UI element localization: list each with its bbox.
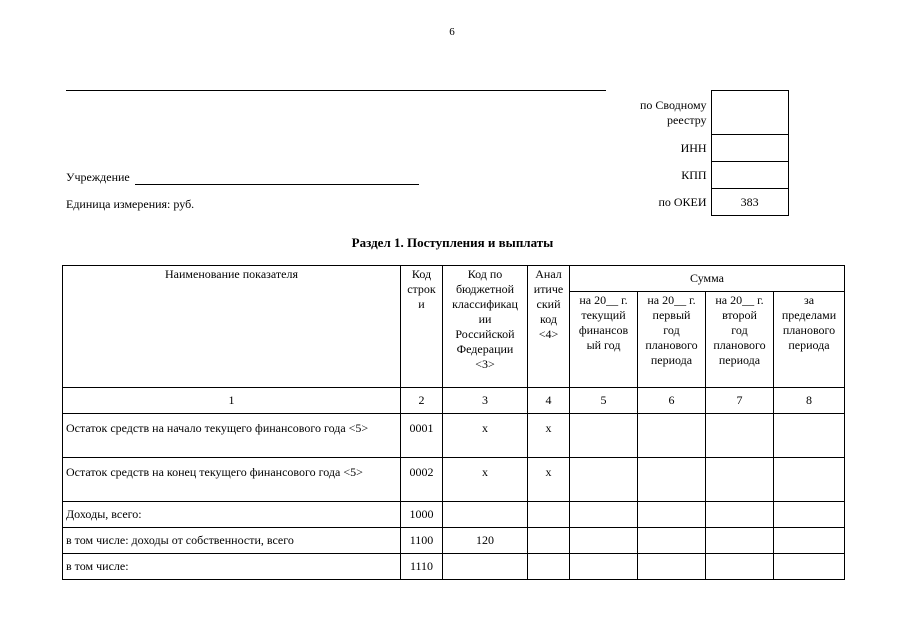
- row-budget-code: 120: [443, 528, 528, 554]
- column-number: 7: [706, 388, 774, 414]
- header-sum-second-plan-year: на 20__ г. второй год планового периода: [706, 292, 774, 388]
- receipts-payments-table: [62, 265, 845, 580]
- institution-field: [66, 170, 419, 185]
- row-code: 1110: [401, 554, 443, 580]
- row-budget-code: x: [443, 414, 528, 458]
- row-sum-cell: [638, 502, 706, 528]
- table-row: [63, 554, 845, 580]
- row-sum-cell: [774, 458, 845, 502]
- organization-name-line: [66, 90, 606, 91]
- header-name: Наименование показателя: [63, 266, 401, 388]
- unit-of-measure: Единица измерения: руб.: [66, 197, 195, 211]
- row-sum-cell: [570, 458, 638, 502]
- row-code: 1000: [401, 502, 443, 528]
- institution-label: Учреждение: [66, 170, 130, 184]
- row-sum-cell: [570, 528, 638, 554]
- row-analytic-code: x: [528, 458, 570, 502]
- row-budget-code: x: [443, 458, 528, 502]
- header-sum-first-plan-year: на 20__ г. первый год планового периода: [638, 292, 706, 388]
- row-budget-code: [443, 502, 528, 528]
- institution-blank-line: [135, 172, 419, 185]
- column-number: 2: [401, 388, 443, 414]
- table-row: [63, 528, 845, 554]
- registry-code-box: [711, 91, 788, 135]
- row-sum-cell: [774, 528, 845, 554]
- column-number: 6: [638, 388, 706, 414]
- column-number: 3: [443, 388, 528, 414]
- row-name: Остаток средств на начало текущего финансового года <5>: [63, 414, 401, 458]
- row-name: Остаток средств на конец текущего финансового года <5>: [63, 458, 401, 502]
- row-sum-cell: [570, 414, 638, 458]
- inn-box: [711, 135, 788, 162]
- codes-block: [640, 90, 789, 216]
- row-budget-code: [443, 554, 528, 580]
- row-code: 0001: [401, 414, 443, 458]
- column-number: 4: [528, 388, 570, 414]
- page-number: 6: [449, 26, 455, 38]
- row-sum-cell: [774, 414, 845, 458]
- row-analytic-code: [528, 502, 570, 528]
- okei-label: по ОКЕИ: [658, 194, 707, 209]
- row-sum-cell: [570, 502, 638, 528]
- row-sum-cell: [706, 528, 774, 554]
- row-sum-cell: [638, 528, 706, 554]
- column-number: 5: [570, 388, 638, 414]
- row-analytic-code: x: [528, 414, 570, 458]
- row-sum-cell: [638, 414, 706, 458]
- row-sum-cell: [774, 554, 845, 580]
- header-budget-code: Код по бюджетной классификац ии Российской Федерации <3>: [443, 266, 528, 388]
- column-number: 8: [774, 388, 845, 414]
- row-sum-cell: [706, 458, 774, 502]
- okei-box: 383: [711, 189, 788, 216]
- row-analytic-code: [528, 554, 570, 580]
- row-sum-cell: [774, 502, 845, 528]
- header-sum: Сумма: [570, 266, 845, 292]
- row-sum-cell: [706, 414, 774, 458]
- header-sum-current-year: на 20__ г. текущий финансов ый год: [570, 292, 638, 388]
- row-name: Доходы, всего:: [63, 502, 401, 528]
- table-row: [63, 458, 845, 502]
- section-title: Раздел 1. Поступления и выплаты: [351, 235, 554, 250]
- row-name: в том числе: доходы от собственности, всего: [63, 528, 401, 554]
- row-sum-cell: [706, 502, 774, 528]
- kpp-label: КПП: [681, 167, 707, 182]
- table-row: [63, 502, 845, 528]
- row-code: 1100: [401, 528, 443, 554]
- table-row: [63, 414, 845, 458]
- row-sum-cell: [638, 458, 706, 502]
- column-number-row: [63, 388, 845, 414]
- registry-label: по Сводному реестру: [640, 97, 707, 127]
- header-analytic-code: Анал итиче ский код <4>: [528, 266, 570, 388]
- row-sum-cell: [638, 554, 706, 580]
- row-code: 0002: [401, 458, 443, 502]
- header-row-code: Код строк и: [401, 266, 443, 388]
- row-sum-cell: [706, 554, 774, 580]
- row-sum-cell: [570, 554, 638, 580]
- row-name: в том числе:: [63, 554, 401, 580]
- column-number: 1: [63, 388, 401, 414]
- kpp-box: [711, 162, 788, 189]
- inn-label: ИНН: [680, 140, 707, 155]
- row-analytic-code: [528, 528, 570, 554]
- header-sum-beyond-plan: за пределами планового периода: [774, 292, 845, 388]
